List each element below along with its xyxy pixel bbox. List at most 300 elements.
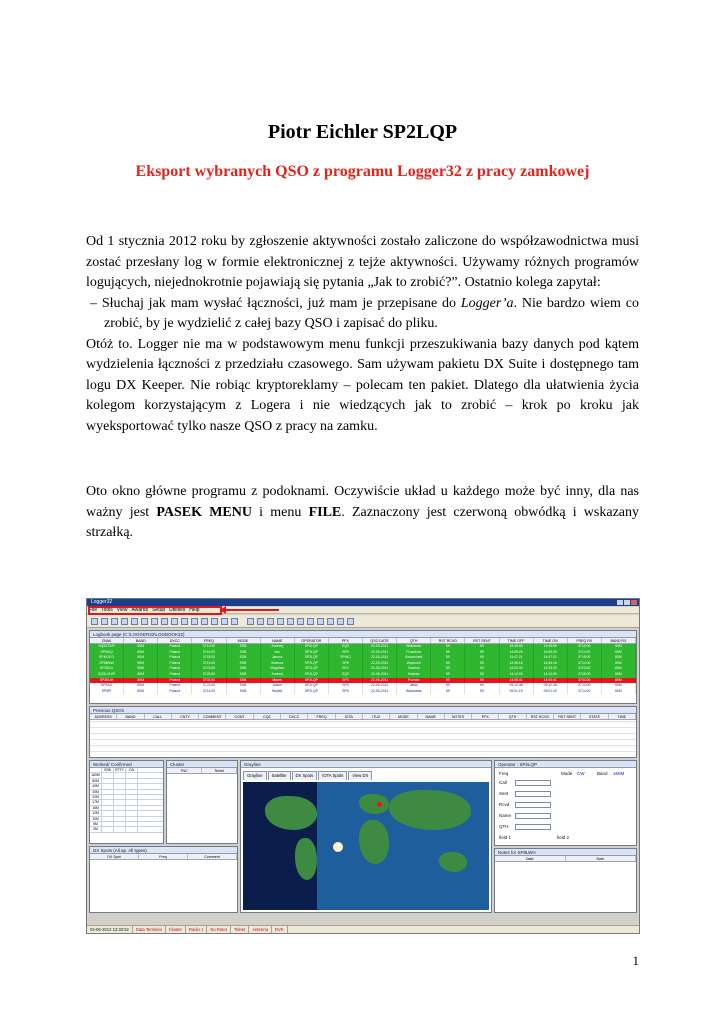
previous-qso-grid (90, 721, 636, 757)
logbook-cell: SSB (227, 678, 261, 684)
logbook-cell: 3718.00 (192, 655, 226, 661)
toolbar-button-icon[interactable] (181, 618, 188, 625)
column-header[interactable]: PFX (329, 638, 363, 643)
logbook-title: Logbook page (C:\LOGGER32\LOGBOOK32) (90, 631, 636, 638)
logbook-cell: 09:12:48 (500, 683, 534, 689)
logbook-cell: Poland (158, 678, 192, 684)
logbook-cell: Szczecinek (397, 655, 431, 661)
column-header[interactable]: RST SENT (554, 714, 581, 719)
column-header[interactable]: TIME ON (534, 638, 568, 643)
logbook-cell: SP5DIQ (90, 650, 124, 656)
logbook-cell: 14:36:16 (534, 661, 568, 667)
operator-field-input[interactable] (515, 824, 551, 830)
column-header[interactable]: RST RCVD (527, 714, 554, 719)
column-header[interactable]: FREQ (192, 638, 226, 643)
logbook-cell: 3710.00 (568, 644, 602, 650)
band-cell (114, 827, 126, 831)
band-cell (126, 784, 138, 788)
menu-item[interactable]: File (89, 607, 98, 613)
column-header[interactable]: STATE (581, 714, 608, 719)
column-header[interactable]: ADDRESS (90, 714, 117, 719)
band-cell (102, 806, 114, 810)
logbook-cell: Zbigniew (261, 666, 295, 672)
column-header[interactable]: ZNAK (90, 638, 124, 643)
column-header[interactable]: QTH (397, 638, 431, 643)
band-cell (126, 779, 138, 783)
previous-qso-title: Previous QSOs (90, 707, 636, 714)
status-item: Cluster (166, 926, 186, 933)
toolbar-button-icon[interactable] (151, 618, 158, 625)
band-cell (102, 773, 114, 777)
column-header[interactable]: QTH (499, 714, 526, 719)
column-header[interactable]: PFX (472, 714, 499, 719)
column-header[interactable]: CONT (226, 714, 253, 719)
logbook-cell: 15:45:55 (500, 644, 534, 650)
column-header[interactable]: FREQ (308, 714, 335, 719)
logbook-cell: SP5 (329, 650, 363, 656)
logbook-cell: 3723.00 (568, 683, 602, 689)
operator-freq-label: Freq (499, 771, 509, 776)
sun-icon (333, 842, 343, 852)
toolbar-button-icon[interactable] (297, 618, 304, 625)
column-header[interactable]: TIME (609, 714, 636, 719)
operator-field-label: Rcvd (499, 802, 510, 807)
app-title: Logger32 (91, 599, 113, 605)
band-cell (114, 790, 126, 794)
operator-field-input[interactable] (515, 780, 551, 786)
column-header[interactable]: NAME (261, 638, 295, 643)
band-cell (126, 790, 138, 794)
menu-item[interactable]: Awards (131, 607, 149, 613)
logbook-cell: 59 (431, 644, 465, 650)
cluster-panel (166, 760, 238, 844)
logbook-cell: 22-05-2011 (363, 666, 397, 672)
page-number: 1 (632, 953, 639, 968)
logbook-cell: 59 (431, 672, 465, 678)
logbook-cell: 80M (124, 644, 158, 650)
logbook-cell: 3714.00 (192, 661, 226, 667)
logbook-rows (90, 644, 636, 694)
band-cell (102, 817, 114, 821)
menu-highlight-box (88, 606, 222, 615)
app-title-bar (87, 599, 639, 606)
logbook-cell: Poland (158, 666, 192, 672)
logbook-cell: SQ9 (329, 672, 363, 678)
logbook-cell: 59 (431, 689, 465, 695)
toolbar-button-icon[interactable] (121, 618, 128, 625)
logbook-cell: Poland (158, 650, 192, 656)
band-cell (126, 827, 138, 831)
logbook-cell: Andrzej (261, 644, 295, 650)
logbook-cell: Marek (261, 678, 295, 684)
logbook-cell: 14:36:16 (500, 661, 534, 667)
band-cell (102, 800, 114, 804)
toolbar-button-icon[interactable] (347, 618, 354, 625)
logbook-cell: 3723.00 (192, 666, 226, 672)
paragraph-4-end: . Zaznaczony jest czerwoną obwódką i wskazany strzałką. (86, 504, 640, 540)
status-item: Data Terminal (133, 926, 166, 933)
logbook-cell: SQ9ATV/P (90, 644, 124, 650)
logbook-cell: Poland (158, 655, 192, 661)
grayline-panel (240, 760, 492, 913)
logbook-cell: Poland (158, 689, 192, 695)
logbook-cell: SP8BNW (90, 661, 124, 667)
band-label: 15M (90, 806, 102, 810)
logbook-cell: SSB (227, 661, 261, 667)
toolbar-button-icon[interactable] (101, 618, 108, 625)
menu-item[interactable]: Setup (152, 607, 166, 613)
grayline-tab[interactable]: IOTA Spots (318, 771, 347, 780)
paragraph-2-italic: Logger’a (460, 295, 514, 311)
logbook-cell: 59 (431, 678, 465, 684)
paragraph-3: Otóż to. Logger nie ma w podstawowym menu funkcji przeszukiwania bazy danych pod kątem wydzielenia łączności z przedziału czasowego. Sam używam pakietu DX Suite i dostępnego tam logu DX Keeper. Nie robiąc kryptoreklamy – polecam ten pakiet. Dlatego dla ułatwienia życia kolegom korzystającym z Logera i nie wiedzących jak to zrobić – krok po kroku jak wyeksportować tylko nasze QSO z pracy na zamku. (86, 336, 639, 434)
column-header[interactable]: BAND (124, 638, 158, 643)
column-header[interactable]: BAND RX (602, 638, 636, 643)
toolbar (87, 615, 639, 628)
document-subtitle: Eksport wybranych QSO z programu Logger32 z pracy zamkowej (135, 163, 590, 180)
column-header[interactable]: ITUZ (363, 714, 390, 719)
band-label: 6M (90, 822, 102, 826)
map-north-america (265, 796, 317, 830)
logbook-cell: SP5 (329, 689, 363, 695)
column-header[interactable]: NAME (418, 714, 445, 719)
notes-title: Notes for SP8LWH (495, 849, 636, 856)
band-row (90, 827, 163, 832)
grayline-tab[interactable]: Satellite (268, 771, 291, 780)
logbook-cell: 59 (465, 644, 499, 650)
logbook-cell: 80M (602, 666, 636, 672)
toolbar-button-icon[interactable] (171, 618, 178, 625)
logger32-screenshot (86, 598, 640, 934)
logbook-cell: Poland (158, 672, 192, 678)
logbook-cell: 09:01:19 (534, 689, 568, 695)
toolbar-button-icon[interactable] (337, 618, 344, 625)
operator-field1-label: field 1 (499, 835, 512, 840)
close-icon[interactable] (631, 600, 637, 605)
worked-column-header: SSB (102, 768, 114, 772)
toolbar-button-icon[interactable] (161, 618, 168, 625)
column-header[interactable]: IOTA (336, 714, 363, 719)
minimize-icon[interactable] (617, 600, 623, 605)
column-header[interactable]: COMMENT (199, 714, 226, 719)
band-cell (126, 795, 138, 799)
logbook-cell: SSB (227, 672, 261, 678)
logbook-cell: 59 (465, 672, 499, 678)
logbook-cell: 59 (465, 689, 499, 695)
column-header[interactable]: RST RCVD (431, 638, 465, 643)
band-label: 160M (90, 773, 102, 777)
grayline-tab[interactable]: View DX (348, 771, 372, 780)
logbook-cell: Wojtek (261, 689, 295, 695)
logbook-cell: 3714.00 (192, 689, 226, 695)
logbook-cell: SSB (227, 650, 261, 656)
column-header[interactable]: CNTY (172, 714, 199, 719)
logbook-cell: 59 (465, 678, 499, 684)
logbook-cell: Poland (158, 683, 192, 689)
logbook-cell: SP2LQP (295, 644, 329, 650)
column-header[interactable]: CALL (145, 714, 172, 719)
toolbar-button-icon[interactable] (231, 618, 238, 625)
logbook-cell: 80M (602, 689, 636, 695)
dx-spots-panel (89, 846, 238, 913)
column-header[interactable]: CQZ (254, 714, 281, 719)
logbook-cell: 22-05-2011 (363, 661, 397, 667)
previous-qso-panel (89, 706, 637, 758)
notes-panel (494, 848, 637, 913)
logbook-cell: 3725.00 (568, 672, 602, 678)
logbook-cell: 14:05:41 (534, 678, 568, 684)
column-header[interactable]: Note (566, 856, 637, 861)
toolbar-button-icon[interactable] (221, 618, 228, 625)
status-item: 02-06-2012 12:30:52 (87, 926, 133, 933)
column-header[interactable]: DXCC (281, 714, 308, 719)
column-header[interactable]: MODE (227, 638, 261, 643)
worked-column-header: RTTY (114, 768, 126, 772)
toolbar-button-icon[interactable] (327, 618, 334, 625)
band-cell (114, 795, 126, 799)
operator-field-label: Sent (499, 791, 509, 796)
logbook-cell: 3718.00 (568, 655, 602, 661)
logbook-cell: SP8 (329, 661, 363, 667)
logbook-cell: 14:59:25 (534, 650, 568, 656)
logbook-cell: 3723.00 (568, 666, 602, 672)
band-cell (114, 806, 126, 810)
toolbar-button-icon[interactable] (287, 618, 294, 625)
operator-band-value: 160M (613, 771, 625, 776)
band-cell (126, 811, 138, 815)
logbook-cell: 14:47:21 (534, 655, 568, 661)
grayline-title: Grayline (241, 761, 491, 768)
logbook-cell: SP2LQP (295, 650, 329, 656)
logbook-cell: 59 (465, 661, 499, 667)
toolbar-button-icon[interactable] (201, 618, 208, 625)
logbook-cell: 22-05-2011 (363, 683, 397, 689)
toolbar-button-icon[interactable] (307, 618, 314, 625)
toolbar-button-icon[interactable] (247, 618, 254, 625)
operator-field-label: Name (499, 813, 512, 818)
logbook-cell: SP2BLU (90, 666, 124, 672)
operator-field-label: QTH (499, 824, 509, 829)
band-cell (114, 779, 126, 783)
operator-field2-label: field 2 (557, 835, 570, 840)
column-header[interactable]: QSO DATE (363, 638, 397, 643)
logbook-cell: 14:25:33 (500, 666, 534, 672)
logbook-cell: 59 (465, 666, 499, 672)
column-header[interactable]: Telnet (202, 768, 237, 773)
logbook-cell: 80M (124, 655, 158, 661)
band-cell (114, 817, 126, 821)
logbook-cell: 80M (124, 683, 158, 689)
toolbar-button-icon[interactable] (131, 618, 138, 625)
grayline-tab[interactable]: Grayline (243, 771, 267, 780)
band-label: 10M (90, 817, 102, 821)
operator-mode-label: Mode (561, 771, 573, 776)
paragraph-4-bold-file: FILE (308, 504, 342, 520)
toolbar-button-icon[interactable] (277, 618, 284, 625)
logbook-cell: 80M (124, 661, 158, 667)
logbook-cell: 59 (431, 683, 465, 689)
previous-qso-header (90, 714, 636, 720)
toolbar-button-icon[interactable] (191, 618, 198, 625)
worked-column-header: CW (126, 768, 138, 772)
logbook-cell: Adam (261, 683, 295, 689)
logbook-cell: 14:47:21 (500, 655, 534, 661)
logbook-cell: 59 (465, 650, 499, 656)
logbook-cell: 3714.00 (568, 650, 602, 656)
logbook-cell: SSB (227, 644, 261, 650)
toolbar-button-icon[interactable] (267, 618, 274, 625)
logbook-cell: SP4KJF/1 (90, 655, 124, 661)
logbook-cell: 3703.00 (192, 678, 226, 684)
arrow-line (223, 609, 279, 611)
logbook-cell: 14:12:05 (500, 672, 534, 678)
column-header[interactable]: MODE (390, 714, 417, 719)
column-header[interactable]: TNC (167, 768, 202, 773)
logbook-cell: SP4KJ (329, 655, 363, 661)
paragraph-2-end: . Nie bardzo wiem co zrobić, by je wydzielić z całej bazy QSO i zapisać do pliku. (104, 295, 640, 331)
logbook-cell: 14:05:41 (500, 678, 534, 684)
logbook-cell: SQ9LCH/P (90, 672, 124, 678)
band-cell (102, 822, 114, 826)
menu-item[interactable]: Help (189, 607, 200, 613)
cluster-header (167, 768, 237, 774)
logbook-cell: 3714.00 (192, 650, 226, 656)
logbook-cell: SP2 (329, 666, 363, 672)
operator-panel (494, 760, 637, 846)
menu-item[interactable]: Utilities (169, 607, 186, 613)
band-label: 17M (90, 800, 102, 804)
column-header[interactable]: OPERATOR (295, 638, 329, 643)
logbook-cell: 59 (465, 655, 499, 661)
logbook-cell: SP2LQP (295, 672, 329, 678)
toolbar-button-icon[interactable] (111, 618, 118, 625)
status-item: Antenna (249, 926, 272, 933)
map-south-america (295, 838, 317, 880)
logbook-cell: SP2LQP (295, 678, 329, 684)
dx-spots-header (90, 854, 237, 860)
logbook-cell: 80M (124, 689, 158, 695)
status-item: DVK (272, 926, 288, 933)
logbook-cell: SP2LQP (295, 666, 329, 672)
worked-rows (90, 773, 163, 832)
operator-field-input[interactable] (515, 791, 551, 797)
band-label: 12M (90, 811, 102, 815)
band-label: 2M (90, 827, 102, 831)
logbook-cell: SP2LQP (295, 655, 329, 661)
logbook-cell: 59 (431, 661, 465, 667)
column-header[interactable]: BAND (117, 714, 144, 719)
worked-confirmed-panel (89, 760, 164, 844)
paragraph-1: Od 1 stycznia 2012 roku by zgłoszenie aktywności zostało zaliczone do współzawodnictwa musi zostać przesłany log w formie elektronicznej z tejże aktywności. Używamy różnych programów logujących, niejednokrotnie pojawiają się pytania „Jak to zrobić?”. Ostatnio kolega zapytał: (86, 234, 639, 290)
grayline-tab[interactable]: DX Spots (292, 771, 318, 780)
menu-item[interactable]: Tools (101, 607, 113, 613)
logbook-cell: 59 (431, 655, 465, 661)
cluster-title: Cluster (167, 761, 237, 768)
toolbar-button-icon[interactable] (91, 618, 98, 625)
band-cell (102, 827, 114, 831)
toolbar-button-icon[interactable] (257, 618, 264, 625)
logbook-cell: Gdańsk (397, 666, 431, 672)
logbook-cell: 80M (602, 678, 636, 684)
logbook-cell: 3710.00 (192, 644, 226, 650)
logbook-cell: 80M (124, 666, 158, 672)
toolbar-button-icon[interactable] (141, 618, 148, 625)
logbook-cell: 59 (431, 666, 465, 672)
band-cell (114, 773, 126, 777)
logbook-cell: SSB (227, 666, 261, 672)
column-header[interactable]: Freq (139, 854, 188, 859)
band-cell (114, 800, 126, 804)
intro-text (86, 232, 639, 437)
band-label: 20M (90, 795, 102, 799)
grayline-tabs (243, 771, 373, 780)
status-item: Radio 1 (186, 926, 207, 933)
logbook-cell: 09:12:48 (534, 683, 568, 689)
logbook-cell: Janusz (261, 655, 295, 661)
paragraph-4-mid: i menu (251, 504, 309, 520)
menu-item[interactable]: View (116, 607, 128, 613)
column-header[interactable]: Date (495, 856, 566, 861)
band-cell (102, 784, 114, 788)
logbook-cell: 14:59:25 (500, 650, 534, 656)
column-header[interactable]: NOTES (445, 714, 472, 719)
logbook-cell: 09:01:19 (500, 689, 534, 695)
column-header[interactable]: DX Spot (90, 854, 139, 859)
maximize-icon[interactable] (624, 600, 630, 605)
logbook-cell: 22-05-2011 (363, 672, 397, 678)
logbook-cell: 22-05-2011 (363, 655, 397, 661)
column-header[interactable]: FREQ RX (568, 638, 602, 643)
logbook-cell: Pruszków (397, 650, 431, 656)
logbook-cell: 3714.00 (568, 661, 602, 667)
logbook-cell: Tadeusz (261, 661, 295, 667)
paragraph-4-bold-menu: PASEK MENU (156, 504, 252, 520)
band-cell (126, 822, 138, 826)
column-header[interactable]: RST SENT (465, 638, 499, 643)
operator-field-input[interactable] (515, 802, 551, 808)
logbook-cell: 80M (602, 650, 636, 656)
logbook-cell: Andrzej (261, 672, 295, 678)
logbook-cell: SP2LQP (295, 683, 329, 689)
column-header[interactable]: TIME OFF (500, 638, 534, 643)
column-header[interactable]: DXCC (158, 638, 192, 643)
logbook-cell: Wąchock (397, 661, 431, 667)
paragraph-4 (86, 482, 639, 544)
logbook-cell: SP9AO (90, 683, 124, 689)
logbook-cell: 22-05-2011 (363, 678, 397, 684)
status-bar (87, 925, 639, 933)
worked-confirmed-title: Worked/ Confirmed (90, 761, 163, 768)
column-header[interactable]: Comment (188, 854, 237, 859)
logbook-cell: Wilkowice (397, 644, 431, 650)
logbook-cell: 22-05-2011 (363, 644, 397, 650)
paragraph-2-start: – Słuchaj jak mam wysłać łączności, już mam je przepisane do (90, 295, 461, 311)
map-africa (359, 820, 389, 864)
operator-field-input[interactable] (515, 813, 551, 819)
logbook-cell: 80M (602, 672, 636, 678)
logbook-cell: SSB (227, 683, 261, 689)
logbook-cell: 59 (431, 650, 465, 656)
logbook-row[interactable] (90, 689, 636, 695)
band-cell (102, 811, 114, 815)
location-marker-icon (377, 802, 382, 807)
logbook-cell: SSB (227, 655, 261, 661)
logbook-cell: 22-05-2011 (363, 689, 397, 695)
logbook-cell: 80M (602, 683, 636, 689)
band-cell (126, 773, 138, 777)
toolbar-button-icon[interactable] (211, 618, 218, 625)
toolbar-button-icon[interactable] (317, 618, 324, 625)
